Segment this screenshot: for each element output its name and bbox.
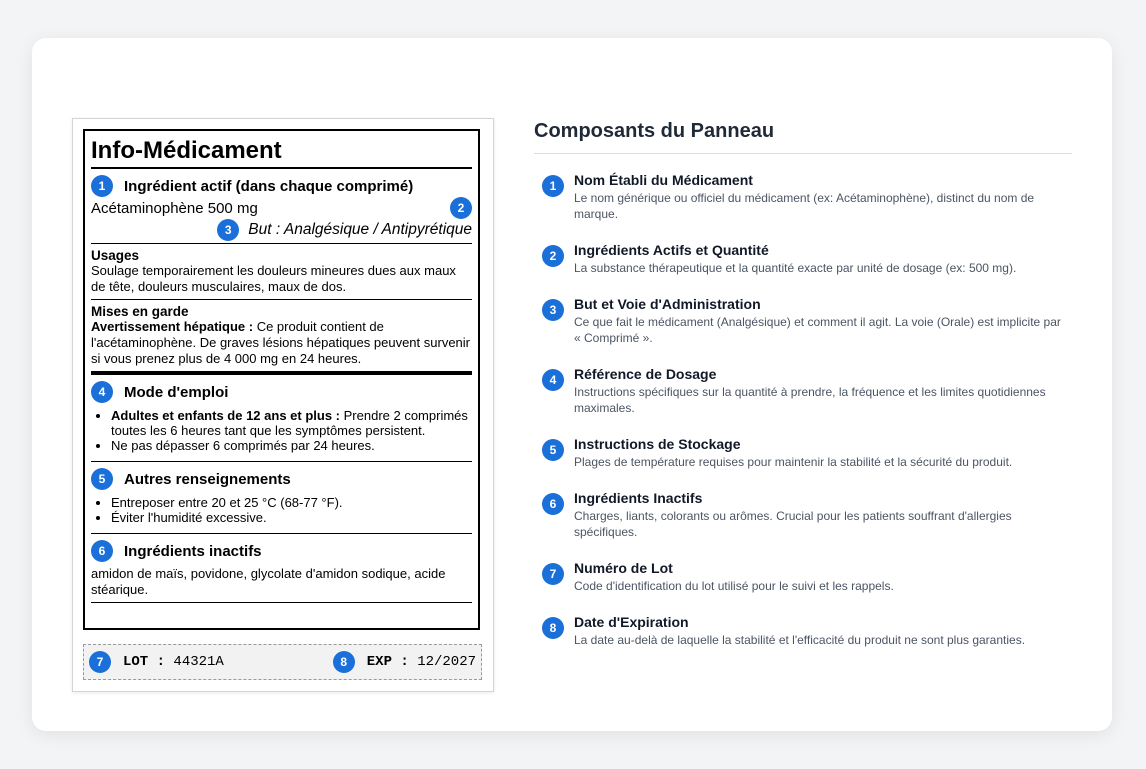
warnings-section bbox=[91, 304, 472, 367]
warnings-text bbox=[91, 319, 472, 367]
main-card bbox=[32, 38, 1112, 731]
list-item: • Entreposer entre 20 et 25 °C (68-77 °F). bbox=[111, 495, 472, 510]
lot-exp-strip bbox=[83, 644, 482, 680]
components-list bbox=[542, 172, 1062, 668]
component-desc: Charges, liants, colorants ou arômes. Crucial pour les patients souffrant d'allergies spécifiques. bbox=[574, 509, 1012, 539]
list-item bbox=[542, 296, 1062, 366]
active-ingredient: Acétaminophène 500 mg bbox=[91, 199, 258, 217]
list-item bbox=[542, 242, 1062, 296]
component-badge: 6 bbox=[542, 493, 564, 515]
badge-3: 3 bbox=[217, 219, 239, 241]
divider bbox=[91, 167, 472, 169]
component-name: Nom Établi du Médicament bbox=[574, 172, 753, 188]
list-item bbox=[542, 436, 1062, 490]
list-item: • Éviter l'humidité excessive. bbox=[111, 510, 472, 525]
list-item bbox=[542, 560, 1062, 614]
badge-7: 7 bbox=[89, 651, 111, 673]
drug-facts-label bbox=[72, 118, 494, 692]
component-name: Numéro de Lot bbox=[574, 560, 673, 576]
warnings-heading: Mises en garde bbox=[91, 304, 189, 319]
component-name: Référence de Dosage bbox=[574, 366, 717, 382]
badge-1: 1 bbox=[91, 175, 113, 197]
divider bbox=[91, 299, 472, 300]
warnings-body: Ce produit contient de l'acétaminophène. De graves lésions hépatiques peuvent survenir si vous prenez plus de 4 000 mg en 24 heures. bbox=[91, 319, 470, 366]
inactive-heading-row bbox=[91, 540, 472, 562]
active-heading-row bbox=[91, 175, 472, 197]
exp-label: EXP : bbox=[366, 654, 409, 670]
directions-list bbox=[91, 408, 472, 453]
inactive-text: amidon de maïs, povidone, glycolate d'amidon sodique, acide stéarique. bbox=[91, 566, 446, 597]
purpose: But : Analgésique / Antipyrétique bbox=[248, 221, 472, 238]
list-item bbox=[542, 172, 1062, 242]
inactive-heading: Ingrédients inactifs bbox=[124, 542, 262, 560]
divider bbox=[91, 602, 472, 603]
other-info-section bbox=[91, 468, 472, 525]
badge-8: 8 bbox=[333, 651, 355, 673]
inactive-section bbox=[91, 540, 472, 598]
badge-6: 6 bbox=[91, 540, 113, 562]
other-heading-row bbox=[91, 468, 472, 490]
component-desc: Code d'identification du lot utilisé pour le suivi et les rappels. bbox=[574, 579, 894, 593]
other-heading: Autres renseignements bbox=[124, 470, 291, 488]
other-list bbox=[91, 495, 472, 525]
list-item bbox=[542, 614, 1062, 668]
directions-item1-text: Prendre 2 comprimés toutes les 6 heures tant que les symptômes persistent. bbox=[111, 408, 468, 438]
component-badge: 7 bbox=[542, 563, 564, 585]
component-badge: 1 bbox=[542, 175, 564, 197]
component-name: Instructions de Stockage bbox=[574, 436, 741, 452]
expiration-date bbox=[333, 651, 476, 673]
exp-value: 12/2027 bbox=[417, 654, 476, 670]
component-desc: Instructions spécifiques sur la quantité à prendre, la fréquence et les limites quotidiennes maximales. bbox=[574, 385, 1046, 415]
directions-heading: Mode d'emploi bbox=[124, 383, 229, 401]
warnings-lead: Avertissement hépatique : bbox=[91, 319, 254, 334]
component-badge: 3 bbox=[542, 299, 564, 321]
component-badge: 4 bbox=[542, 369, 564, 391]
directions-item1-lead: Adultes et enfants de 12 ans et plus : bbox=[111, 408, 340, 423]
component-desc: La substance thérapeutique et la quantité exacte par unité de dosage (ex: 500 mg). bbox=[574, 261, 1017, 275]
uses-heading: Usages bbox=[91, 248, 140, 263]
active-heading: Ingrédient actif (dans chaque comprimé) bbox=[124, 177, 414, 195]
lot-value: 44321A bbox=[173, 654, 224, 670]
drug-facts-box bbox=[83, 129, 480, 630]
component-name: Ingrédients Inactifs bbox=[574, 490, 703, 506]
badge-4: 4 bbox=[91, 381, 113, 403]
component-desc: Plages de température requises pour maintenir la stabilité et la sécurité du produit. bbox=[574, 455, 1013, 469]
component-badge: 8 bbox=[542, 617, 564, 639]
divider bbox=[91, 461, 472, 462]
list-item bbox=[542, 366, 1062, 436]
lot-label: LOT : bbox=[123, 654, 166, 670]
directions-heading-row bbox=[91, 381, 472, 403]
lot-number bbox=[89, 651, 224, 673]
label-title: Info-Médicament bbox=[91, 137, 282, 164]
directions-section bbox=[91, 381, 472, 453]
purpose-row bbox=[91, 219, 472, 241]
component-name: Ingrédients Actifs et Quantité bbox=[574, 242, 769, 258]
badge-2: 2 bbox=[450, 197, 472, 219]
component-desc: La date au-delà de laquelle la stabilité et l'efficacité du produit ne sont plus garanties. bbox=[574, 633, 1026, 647]
divider bbox=[91, 243, 472, 244]
active-ingredient-row bbox=[91, 197, 472, 219]
uses-section bbox=[91, 248, 472, 295]
list-item bbox=[542, 490, 1062, 560]
divider bbox=[91, 533, 472, 534]
divider bbox=[91, 371, 472, 375]
component-badge: 5 bbox=[542, 439, 564, 461]
component-desc: Ce que fait le médicament (Analgésique) et comment il agit. La voie (Orale) est implicite par « Comprimé ». bbox=[574, 315, 1061, 345]
panel-title: Composants du Panneau bbox=[534, 120, 775, 142]
component-badge: 2 bbox=[542, 245, 564, 267]
list-item bbox=[111, 408, 472, 438]
panel-divider bbox=[534, 153, 1072, 154]
uses-text: Soulage temporairement les douleurs mineures dues aux maux de tête, douleurs musculaires, maux de dos. bbox=[91, 263, 456, 294]
component-name: Date d'Expiration bbox=[574, 614, 689, 630]
active-ingredient-section bbox=[91, 175, 472, 241]
component-name: But et Voie d'Administration bbox=[574, 296, 761, 312]
list-item: • Ne pas dépasser 6 comprimés par 24 heures. bbox=[111, 438, 472, 453]
badge-5: 5 bbox=[91, 468, 113, 490]
component-desc: Le nom générique ou officiel du médicament (ex: Acétaminophène), distinct du nom de marque. bbox=[574, 191, 1035, 221]
